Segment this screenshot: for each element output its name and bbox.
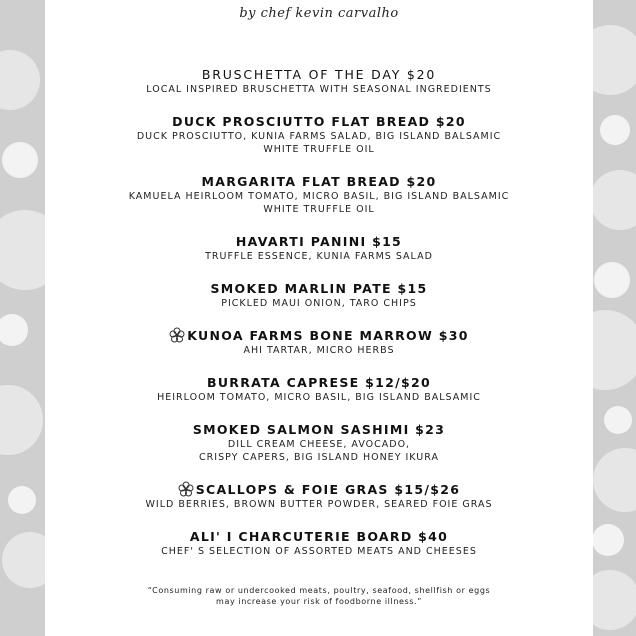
menu-item xyxy=(45,233,593,263)
menu-card xyxy=(45,0,593,636)
menu-item-description: DUCK PROSCIUTTO, KUNIA FARMS SALAD, BIG ISLAND BALSAMIC xyxy=(136,131,502,142)
menu-item-title: KUNOA FARMS BONE MARROW $30 xyxy=(187,328,469,343)
menu-item-description: WILD BERRIES, BROWN BUTTER POWDER, SEARED FOIE GRAS xyxy=(145,499,493,510)
menu-item-description: AHI TARTAR, MICRO HERBS xyxy=(243,345,395,356)
menu-item-title: SMOKED SALMON SASHIMI $23 xyxy=(192,422,446,437)
menu-item xyxy=(45,374,593,404)
menu-item-description: KAMUELA HEIRLOOM TOMATO, MICRO BASIL, BIG ISLAND BALSAMIC xyxy=(128,191,510,202)
chef-byline: by chef kevin carvalho xyxy=(239,6,399,21)
menu-item-description: WHITE TRUFFLE OIL xyxy=(263,204,375,215)
menu-item-description: CRISPY CAPERS, BIG ISLAND HONEY IKURA xyxy=(199,452,439,463)
menu-item-description: LOCAL INSPIRED BRUSCHETTA WITH SEASONAL INGREDIENTS xyxy=(146,84,492,95)
menu-item xyxy=(45,173,593,216)
menu-item xyxy=(45,280,593,310)
menu-item-description: DILL CREAM CHEESE, AVOCADO, xyxy=(227,439,411,450)
menu-item-title: ALI' I CHARCUTERIE BOARD $40 xyxy=(189,529,449,544)
menu-item-title: SMOKED MARLIN PATE $15 xyxy=(210,281,428,296)
menu-item-title: BRUSCHETTA OF THE DAY $20 xyxy=(201,67,437,82)
menu-item-description: HEIRLOOM TOMATO, MICRO BASIL, BIG ISLAND BALSAMIC xyxy=(157,392,481,403)
menu-item xyxy=(45,113,593,156)
menu-list xyxy=(45,66,593,575)
menu-item-title: MARGARITA FLAT BREAD $20 xyxy=(201,174,437,189)
menu-item-description: CHEF' S SELECTION OF ASSORTED MEATS AND CHEESES xyxy=(161,546,477,557)
menu-item-title: SCALLOPS & FOIE GRAS $15/$26 xyxy=(195,482,461,497)
disclaimer-line: “Consuming raw or undercooked meats, poultry, seafood, shellfish or eggs xyxy=(147,586,491,595)
menu-item-description: PICKLED MAUI ONION, TARO CHIPS xyxy=(221,298,417,309)
hibiscus-flower-icon xyxy=(178,481,194,497)
menu-item-description: WHITE TRUFFLE OIL xyxy=(263,144,375,155)
menu-item xyxy=(45,66,593,96)
menu-item xyxy=(45,481,593,511)
menu-item xyxy=(45,327,593,357)
menu-item-title: HAVARTI PANINI $15 xyxy=(235,234,403,249)
health-disclaimer xyxy=(45,585,593,607)
menu-item xyxy=(45,421,593,464)
menu-item-title: BURRATA CAPRESE $12/$20 xyxy=(207,375,431,390)
menu-item-title: DUCK PROSCIUTTO FLAT BREAD $20 xyxy=(172,114,466,129)
hibiscus-flower-icon xyxy=(169,327,185,343)
menu-item xyxy=(45,528,593,558)
disclaimer-line: may increase your risk of foodborne illness.” xyxy=(216,597,422,606)
menu-item-description: TRUFFLE ESSENCE, KUNIA FARMS SALAD xyxy=(205,251,433,262)
